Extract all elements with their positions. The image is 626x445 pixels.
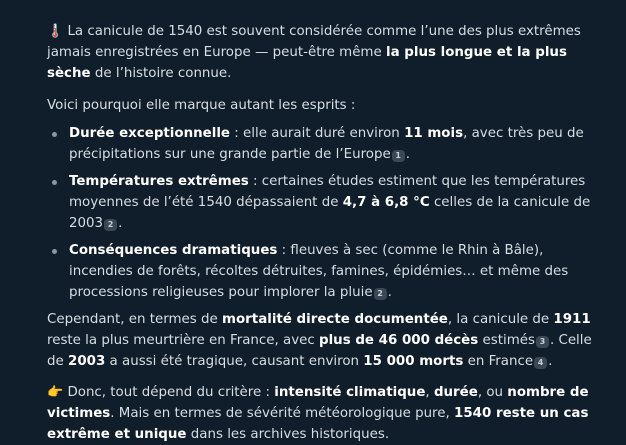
thermometer-icon: 🌡️ — [47, 24, 64, 39]
mortality-paragraph: Cependant, en termes de mortalité directe documentée, la canicule de 1911 reste la plus meurtrière en France, avec plus de 46 000 décès estimés 3 . Celle de 2003 a aussi été tragique, causant environ 15 000 morts en France 4 . — [47, 312, 592, 369]
assistant-message — [47, 21, 607, 445]
reasons-list — [47, 123, 607, 303]
lead-paragraph: Voici pourquoi elle marque autant les esprits : — [47, 98, 356, 113]
citation-badge[interactable]: 2 — [104, 219, 117, 231]
citation-badge[interactable]: 4 — [534, 357, 547, 369]
list-item-temperatures: Températures extrêmes : certaines études estiment que les températures moyennes de l’été 1540 dépassaient de 4,7 à 6,8 °C celles de la canicule de 2003 2 . — [47, 171, 607, 234]
citation-badge[interactable]: 1 — [392, 150, 405, 162]
list-item-consequences: Conséquences dramatiques : fleuves à sec (comme le Rhin à Bâle), incendies de forêts, récoltes détruites, famines, épidémies… et même des processions religieuses pour implorer la pluie 2 . — [47, 240, 607, 303]
pointing-hand-icon: 👉 — [47, 385, 64, 400]
citation-badge[interactable]: 3 — [536, 336, 549, 348]
intro-paragraph: 🌡️ La canicule de 1540 est souvent considérée comme l’une des plus extrêmes jamais enregistrées en Europe — peut-être même la plus longue et la plus sèche de l’histoire connue. — [47, 24, 581, 81]
conclusion-paragraph: 👉 Donc, tout dépend du critère : intensité climatique, durée, ou nombre de victimes. Mais en termes de sévérité météorologique pure, 1540 reste un cas extrême et unique dans les archives historiques. — [47, 385, 589, 442]
list-item-duration: Durée exceptionnelle : elle aurait duré environ 11 mois, avec très peu de précipitations sur une grande partie de l’Europe 1 . — [47, 123, 607, 165]
citation-badge[interactable]: 2 — [374, 288, 387, 300]
